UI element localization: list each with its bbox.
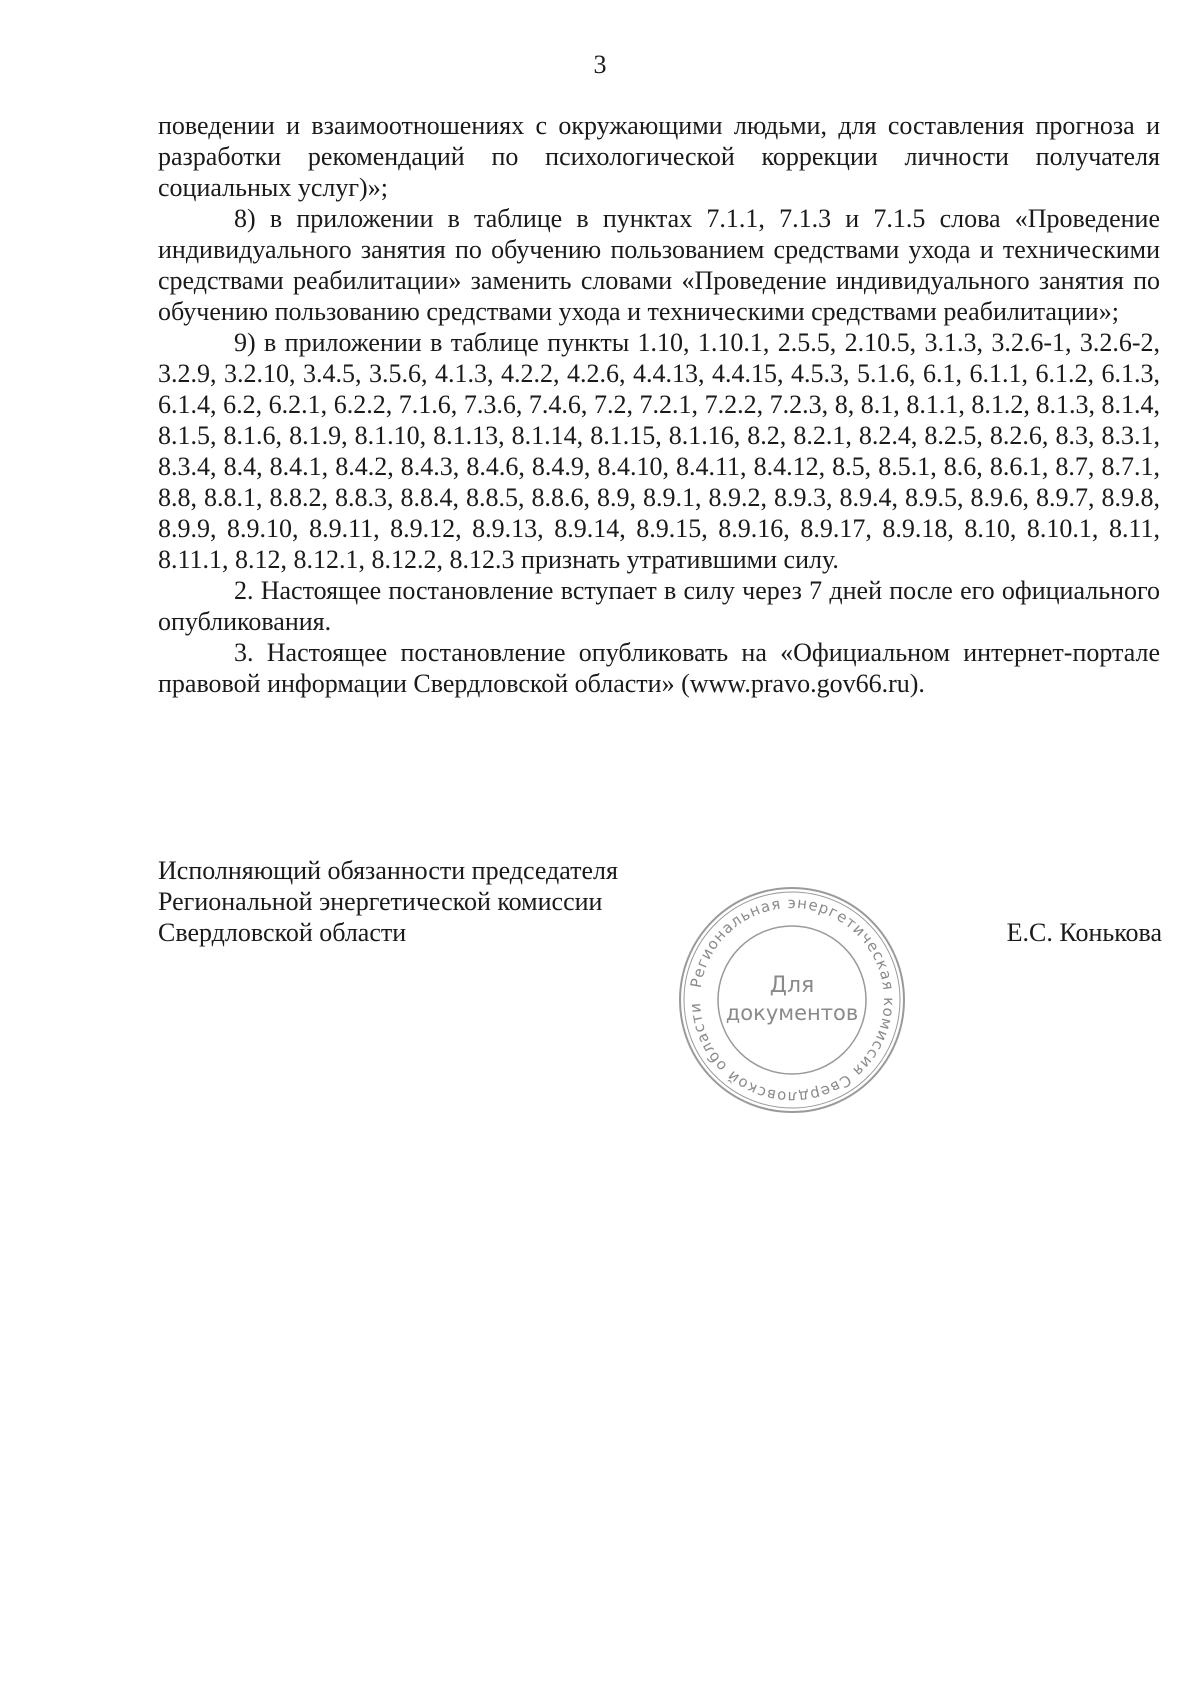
seal-ring-text: Региональная энергетическая комиссия Свердловской области [685, 893, 899, 1107]
seal-center-text: документов [725, 1001, 859, 1025]
signer-name: Е.С. Конькова [1006, 918, 1162, 947]
seal-inner-ring [718, 926, 866, 1074]
signer-position-line: Региональной энергетической комиссии [158, 887, 603, 916]
paragraph-item-9: 9) в приложении в таблице пункты 1.10, 1.10.1, 2.5.5, 2.10.5, 3.1.3, 3.2.6-1, 3.2.6-2, 3.2.9, 3.2.10, 3.4.5, 3.5.6, 4.1.3, 4.2.2, 4.2.6, 4.4.13, 4.4.15, 4.5.3, 5.1.6, 6.1, 6.1.1, 6.1.2, 6.1.3, 6.1.4, 6.2, 6.2.1, 6.2.2, 7.1.6, 7.3.6, 7.4.6, 7.2, 7.2.1, 7.2.2, 7.2.3, 8, 8.1, 8.1.1, 8.1.2, 8.1.3, 8.1.4, 8.1.5, 8.1.6, 8.1.9, 8.1.10, 8.1.13, 8.1.14, 8.1.15, 8.1.16, 8.2, 8.2.1, 8.2.4, 8.2.5, 8.2.6, 8.3, 8.3.1, 8.3.4, 8.4, 8.4.1, 8.4.2, 8.4.3, 8.4.6, 8.4.9, 8.4.10, 8.4.11, 8.4.12, 8.5, 8.5.1, 8.6, 8.6.1, 8.7, 8.7.1, 8.8, 8.8.1, 8.8.2, 8.8.3, 8.8.4, 8.8.5, 8.8.6, 8.9, 8.9.1, 8.9.2, 8.9.3, 8.9.4, 8.9.5, 8.9.6, 8.9.7, 8.9.8, 8.9.9, 8.9.10, 8.9.11, 8.9.12, 8.9.13, 8.9.14, 8.9.15, 8.9.16, 8.9.17, 8.9.18, 8.10, 8.10.1, 8.11, 8.11.1, 8.12, 8.12.1, 8.12.2, 8.12.3 признать утратившими силу. [158, 328, 1160, 574]
paragraph-item-8: 8) в приложении в таблице в пунктах 7.1.1, 7.1.3 и 7.1.5 слова «Проведение индивидуального занятия по обучению пользованием средствами ухода и техническими средствами реабилитации» заменить словами «Проведение индивидуального занятия по обучению пользованию средствами ухода и техническими средствами реабилитации»; [158, 204, 1160, 326]
paragraph-continuation: поведении и взаимоотношениях с окружающими людьми, для составления прогноза и разработки рекомендаций по психологической коррекции личности получателя социальных услуг)»; [158, 111, 1160, 202]
signer-position-line: Исполняющий обязанности председателя [158, 856, 618, 885]
paragraph-clause-2: 2. Настоящее постановление вступает в силу через 7 дней после его официального опубликования. [158, 576, 1160, 636]
document-body [158, 110, 1160, 699]
signature-block [158, 855, 618, 948]
official-seal-stamp [672, 880, 912, 1120]
page-number: 3 [593, 50, 607, 79]
seal-outer-ring-inner [684, 892, 900, 1108]
signer-position-line: Свердловской области [158, 918, 407, 947]
paragraph-clause-3: 3. Настоящее постановление опубликовать на «Официальном интернет-портале правовой информации Свердловской области» (www.pravo.gov66.ru). [158, 638, 1160, 698]
seal-outer-ring [680, 888, 904, 1112]
seal-center-text: Для [769, 973, 815, 998]
